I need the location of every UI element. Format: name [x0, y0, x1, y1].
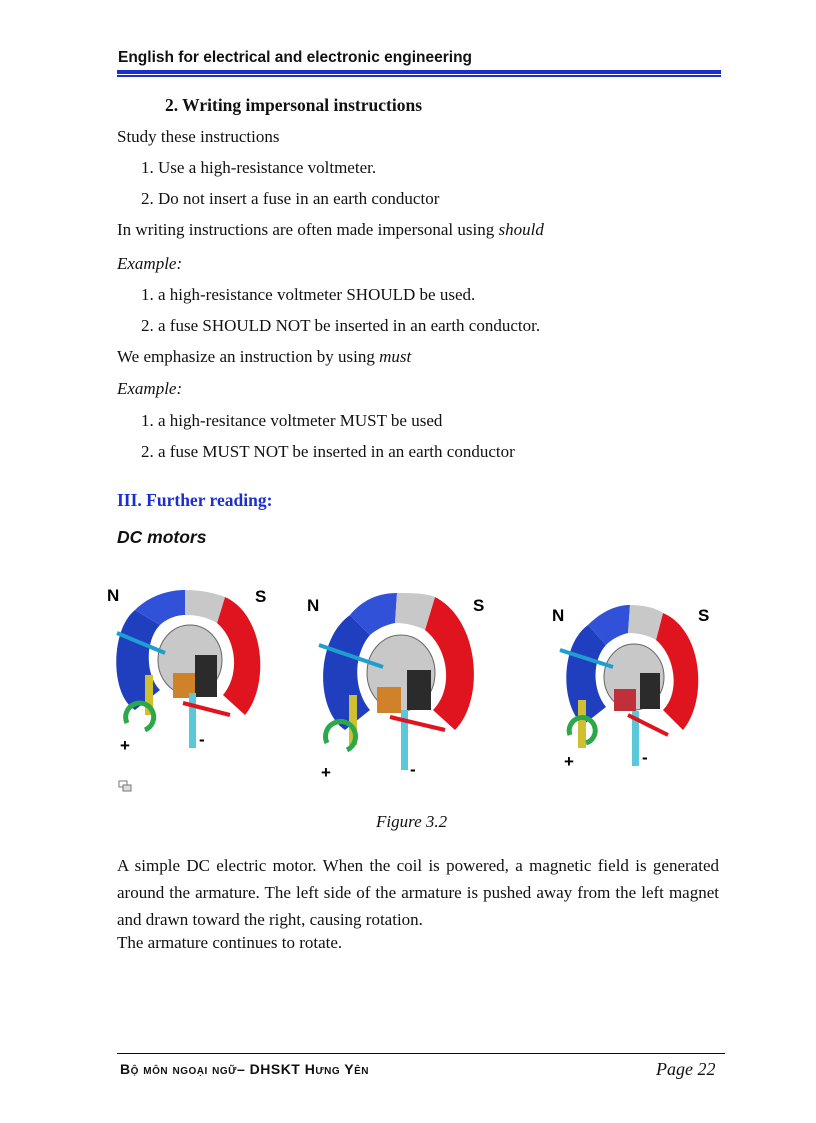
south-label: S [255, 587, 267, 606]
page-number: Page 22 [656, 1059, 716, 1079]
must-word: must [379, 347, 412, 366]
footer-rule [117, 1053, 725, 1054]
minus-label: - [199, 730, 205, 749]
south-magnet [217, 597, 260, 715]
example-item: 1. a high-resistance voltmeter SHOULD be used. [141, 285, 476, 304]
north-magnet [323, 615, 370, 730]
south-label: S [698, 606, 710, 625]
figure-caption: Figure 3.2 [376, 812, 448, 831]
dc-motor-figure [548, 595, 718, 770]
footer-department: Bộ môn ngoại ngữ– DHSKT Hưng Yên [120, 1061, 370, 1077]
example-item: 2. a fuse MUST NOT be inserted in an earth conductor [141, 442, 515, 461]
example-label: Example: [117, 379, 183, 398]
instruction-item: 2. Do not insert a fuse in an earth conductor [141, 189, 440, 208]
north-magnet [116, 610, 160, 710]
should-text: In writing instructions are often made impersonal using [117, 220, 499, 239]
must-sentence [117, 347, 411, 367]
must-text: We emphasize an instruction by using [117, 347, 380, 366]
plus-label: + [120, 736, 130, 755]
north-magnet [566, 625, 606, 725]
page-header-title: English for electrical and electronic engineering [118, 49, 473, 66]
section-heading: 2. Writing impersonal instructions [165, 95, 423, 115]
minus-label: - [410, 760, 416, 779]
dc-motors-heading: DC motors [117, 527, 207, 547]
plus-label: + [321, 763, 331, 780]
north-label: N [552, 606, 565, 625]
dc-motor-figure [305, 585, 495, 780]
should-word: should [498, 220, 544, 239]
further-reading-heading: III. Further reading: [117, 490, 273, 510]
header-rule [117, 70, 721, 74]
embedded-object-icon[interactable] [118, 780, 132, 792]
example-item: 2. a fuse SHOULD NOT be inserted in an earth conductor. [141, 316, 541, 335]
plus-label: + [564, 752, 574, 770]
should-sentence [117, 220, 544, 240]
header-rule-thin [117, 75, 721, 77]
rotation-arrow [126, 703, 154, 730]
study-intro: Study these instructions [117, 127, 280, 146]
south-label: S [473, 596, 485, 615]
dc-motor-figure [105, 575, 275, 755]
north-label: N [107, 586, 120, 605]
body-last-line: The armature continues to rotate. [117, 933, 343, 952]
example-item: 1. a high-resitance voltmeter MUST be used [141, 411, 443, 430]
example-label: Example: [117, 254, 183, 273]
instruction-item: 1. Use a high-resistance voltmeter. [141, 158, 377, 177]
body-paragraph: A simple DC electric motor. When the coil is powered, a magnetic field is generated around the armature. The left side of the armature is pushed away from the left magnet and drawn toward the right, causing rotation. [117, 856, 719, 929]
minus-label: - [642, 748, 648, 767]
brush [189, 693, 196, 748]
north-label: N [307, 596, 320, 615]
